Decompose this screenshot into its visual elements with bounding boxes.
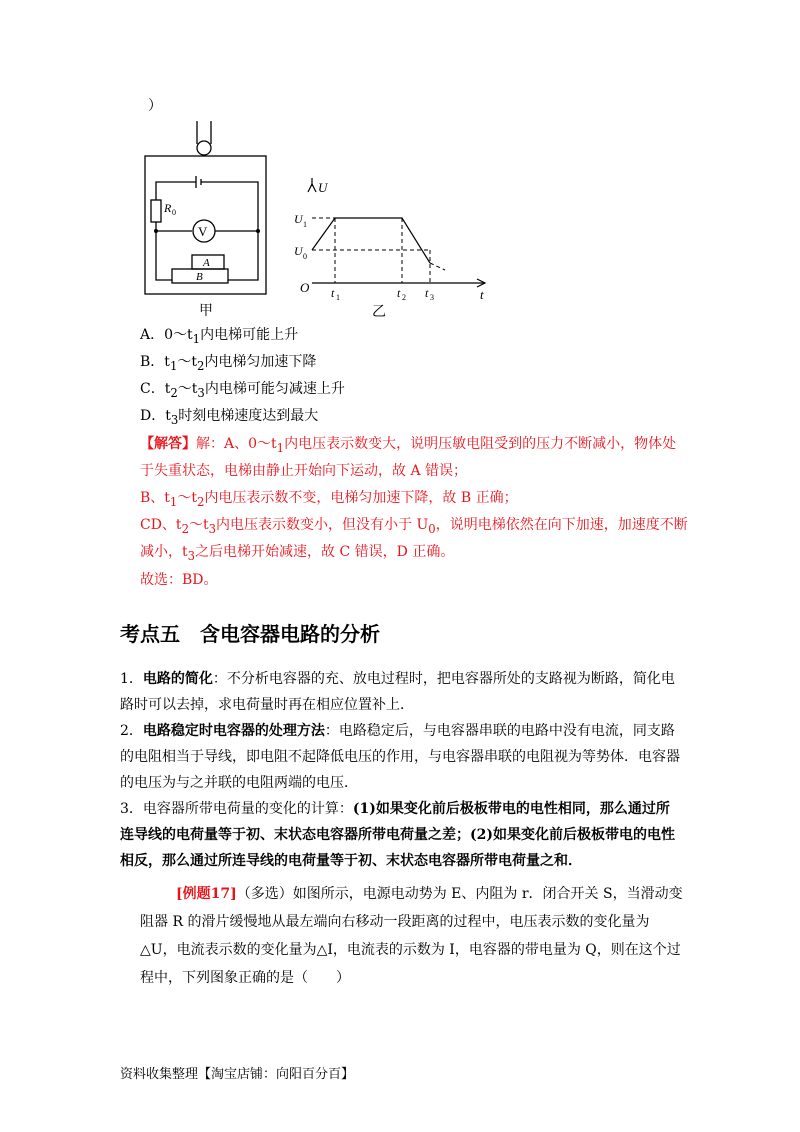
origin-label: O — [300, 280, 310, 295]
t2-label: t — [397, 286, 401, 300]
x-axis-label: t — [480, 287, 484, 302]
voltage-curve — [312, 218, 430, 263]
pulley — [197, 141, 211, 155]
u0-label: U — [294, 244, 303, 258]
resistor-label: R — [164, 201, 172, 215]
option-a: A．$0\sim t_1$内电梯可能上升 — [140, 327, 299, 346]
t3-label: t — [425, 286, 429, 300]
resistor-sub: 0 — [172, 208, 176, 217]
answer-line-5: 减小，$t_3$之后电梯开始减速，故 C 错误，D 正确。 — [140, 544, 455, 563]
question-tail: ） — [148, 98, 162, 114]
circuit-caption: 甲 — [199, 304, 213, 318]
t1-sub: 1 — [336, 293, 340, 302]
y-axis-label: U — [318, 180, 328, 195]
u0-sub: 0 — [303, 252, 307, 261]
voltmeter-label: V — [198, 224, 208, 239]
paragraph-1: 1．电路的简化：不分析电容器的充、放电过程时，把电容器所处的支路视为断路，简化电路时可以去掉，求电荷量时再在相应位置补上． — [120, 671, 675, 713]
answer-tag: 【解答】 — [140, 436, 196, 452]
section-title: 考点五 含电容器电路的分析 — [120, 622, 380, 646]
option-b: B．$t_1\sim t_2$内电梯匀加速下降 — [140, 354, 317, 373]
t2-sub: 2 — [402, 293, 406, 302]
answer-line-3: B、$t_1\sim t_2$内电压表示数不变，电梯匀加速下降，故 B 正确； — [140, 490, 518, 509]
block-a-label: A — [203, 257, 210, 269]
paragraph-2: 2．电路稳定时电容器的处理方法：电路稳定后，与电容器串联的电路中没有电流，同支路的电阻相当于导线，即电阻不起降低电压的作用，与电容器串联的电阻视为等势体．电容器的电压为与之并联的电阻两端的电压． — [120, 723, 680, 791]
t1-label: t — [331, 286, 335, 300]
answer-line-1: 【解答】解：A、$0\sim t_1$内电压表示数变大，说明压敏电阻受到的压力不断减小，物体处 — [140, 436, 677, 455]
answer-line-4: CD、$t_2\sim t_3$内电压表示数变小，但没有小于 $U_0$，说明电梯依然在向下加速，加速度不断 — [140, 517, 688, 536]
answer-line-6: 故选：BD。 — [140, 572, 218, 588]
t3-sub: 3 — [430, 293, 434, 302]
u1-label: U — [294, 212, 303, 226]
option-c: C．$t_2\sim t_3$内电梯可能匀减速上升 — [140, 381, 345, 400]
y-axis-arrow — [308, 184, 316, 192]
circuit-figure — [140, 118, 280, 318]
resistor-r0 — [151, 200, 161, 222]
ut-graph — [290, 178, 500, 320]
answer-line-2: 于失重状态，电梯由静止开始向下运动，故 A 错误； — [140, 463, 468, 479]
example-tag: [例题17] — [176, 886, 237, 902]
block-b-label: B — [196, 271, 203, 283]
footer: 资料收集整理【淘宝店铺：向阳百分百】 — [120, 1067, 355, 1082]
option-d: D．$t_3$时刻电梯速度达到最大 — [140, 408, 319, 427]
u1-sub: 1 — [303, 220, 307, 229]
example-17: [例题17]（多选）如图所示，电源电动势为 E、内阻为 r．闭合开关 S，当滑动变阻器 R 的滑片缓慢地从最左端向右移动一段距离的过程中，电压表示数的变化量为△U，电流表示数的变化量为△I，电流表的示数为 I，电容器的带电量为 Q，则在这个过程中，下列图象正确的是（ ） — [140, 886, 683, 986]
paragraph-3: 3．电容器所带电荷量的变化的计算：(1)如果变化前后极板带电的电性相同，那么通过所连导线的电荷量等于初、末状态电容器所带电荷量之差；(2)如果变化前后极板带电的电性相反，那么通过所连导线的电荷量等于初、末状态电容器所带电荷量之和． — [120, 801, 675, 869]
graph-caption: 乙 — [372, 305, 386, 320]
